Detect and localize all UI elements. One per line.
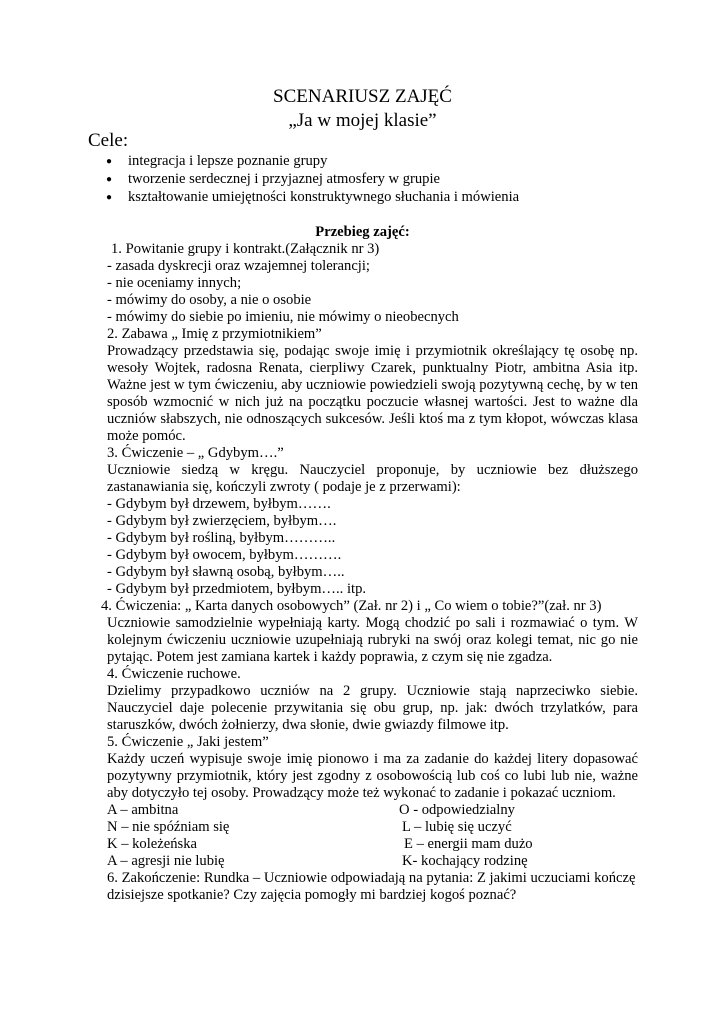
paragraph-line: Każdy uczeń wypisuje swoje imię pionowo i ma za zadanie do każdej litery dopasować xyxy=(107,751,638,767)
list-item: - Gdybym był sławną osobą, byłbym….. xyxy=(107,564,345,580)
list-item: - Gdybym był owocem, byłbym………. xyxy=(107,547,342,563)
rule-item: - nie oceniamy innych; xyxy=(107,275,242,291)
bullet-icon: ● xyxy=(106,192,113,203)
paragraph-line: Nauczyciel daje polecenie przywitania się obu grup, np. jak: dwóch trzylatków, para xyxy=(107,700,638,716)
step-4-title: 4. Ćwiczenia: „ Karta danych osobowych” (Zał. nr 2) i „ Co wiem o tobie?”(zał. nr 3) xyxy=(101,598,602,614)
step-4b-title: 4. Ćwiczenie ruchowe. xyxy=(107,666,241,682)
rule-item: - mówimy do siebie po imieniu, nie mówimy o nieobecnych xyxy=(107,309,459,325)
paragraph-line: może pomóc. xyxy=(107,428,186,444)
bullet-icon: ● xyxy=(106,174,113,185)
paragraph-line: aby dotyczyło tej osoby. Prowadzący może też wykonać to zadanie i pokazać uczniom. xyxy=(107,785,616,801)
step-2-title: 2. Zabawa „ Imię z przymiotnikiem” xyxy=(107,326,322,342)
example-left: N – nie spóźniam się xyxy=(107,819,230,835)
document-title: SCENARIUSZ ZAJĘĆ xyxy=(273,86,452,107)
paragraph-line: Uczniowie siedzą w kręgu. Nauczyciel proponuje, by uczniowie bez dłuższego xyxy=(107,462,638,478)
goal-item: kształtowanie umiejętności konstruktywnego słuchania i mówienia xyxy=(128,189,520,205)
example-right: E – energii mam dużo xyxy=(404,836,533,852)
step-5-title: 5. Ćwiczenie „ Jaki jestem” xyxy=(107,734,269,750)
document-subtitle: „Ja w mojej klasie” xyxy=(288,110,437,131)
step-6-line: 6. Zakończenie: Rundka – Uczniowie odpowiadają na pytania: Z jakimi uczuciami kończę xyxy=(107,870,636,886)
step-3-title: 3. Ćwiczenie – „ Gdybym….” xyxy=(107,445,284,461)
example-left: A – agresji nie lubię xyxy=(107,853,225,869)
paragraph-line: uczniów słabszych, nie odnoszących sukcesów. Jeśli ktoś ma z tym kłopot, wówczas klasa xyxy=(107,411,638,427)
goals-heading: Cele: xyxy=(88,130,129,151)
step-6-line: dzisiejsze spotkanie? Czy zajęcia pomogły mi bardziej kogoś poznać? xyxy=(107,887,517,903)
example-left: K – koleżeńska xyxy=(107,836,197,852)
paragraph-line: sposób wzmocnić w nich już na początku poczucie własnej wartości. Jest to ważne dla xyxy=(107,394,638,410)
list-item: - Gdybym był przedmiotem, byłbym….. itp. xyxy=(107,581,367,597)
bullet-icon: ● xyxy=(106,156,113,167)
paragraph-line: Dzielimy przypadkowo uczniów na 2 grupy. Uczniowie stają naprzeciwko siebie. xyxy=(107,683,638,699)
rule-item: - mówimy do osoby, a nie o osobie xyxy=(107,292,312,308)
paragraph-line: Ważne jest w tym ćwiczeniu, aby uczniowie powiedzieli swoją pozytywną cechę, by w ten xyxy=(107,377,638,393)
paragraph-line: kolejnym ćwiczeniu uczniowie uzupełniają rubryki na swój oraz kolegi temat, nic go nie xyxy=(107,632,638,648)
paragraph-line: zastanawiania się, kończyli zwroty ( podaje je z przerwami): xyxy=(107,479,461,495)
paragraph-line: Prowadzący przedstawia się, podając swoje imię i przymiotnik określający tę osobę np. xyxy=(107,343,638,359)
example-left: A – ambitna xyxy=(107,802,179,818)
paragraph-line: wesoły Wojtek, radosna Renata, cierpliwy Czarek, punktualny Piotr, ambitna Asia itp. xyxy=(107,360,638,376)
rule-item: - zasada dyskrecji oraz wzajemnej tolerancji; xyxy=(107,258,370,274)
paragraph-line: pytając. Potem jest zamiana kartek i każdy poprawia, z czym się nie zgadza. xyxy=(107,649,553,665)
example-right: O - odpowiedzialny xyxy=(399,802,515,818)
example-right: L – lubię się uczyć xyxy=(402,819,512,835)
list-item: - Gdybym był drzewem, byłbym……. xyxy=(107,496,331,512)
goal-item: tworzenie serdecznej i przyjaznej atmosfery w grupie xyxy=(128,171,440,187)
list-item: - Gdybym był zwierzęciem, byłbym…. xyxy=(107,513,337,529)
paragraph-line: Uczniowie samodzielnie wypełniają karty. Mogą chodzić po sali i rozmawiać o tym. W xyxy=(107,615,638,631)
step-1-title: 1. Powitanie grupy i kontrakt.(Załącznik nr 3) xyxy=(111,241,380,257)
example-right: K- kochający rodzinę xyxy=(402,853,528,869)
paragraph-line: pozytywny przymiotnik, który jest zgodny z osobowością lub coś co lubi lub nie, ważne xyxy=(107,768,638,784)
goal-item: integracja i lepsze poznanie grupy xyxy=(128,153,328,169)
list-item: - Gdybym był rośliną, byłbym……….. xyxy=(107,530,336,546)
paragraph-line: staruszków, dwóch żołnierzy, dwa słonie, dwie gwiazdy filmowe itp. xyxy=(107,717,509,733)
section-heading: Przebieg zajęć: xyxy=(315,224,410,240)
